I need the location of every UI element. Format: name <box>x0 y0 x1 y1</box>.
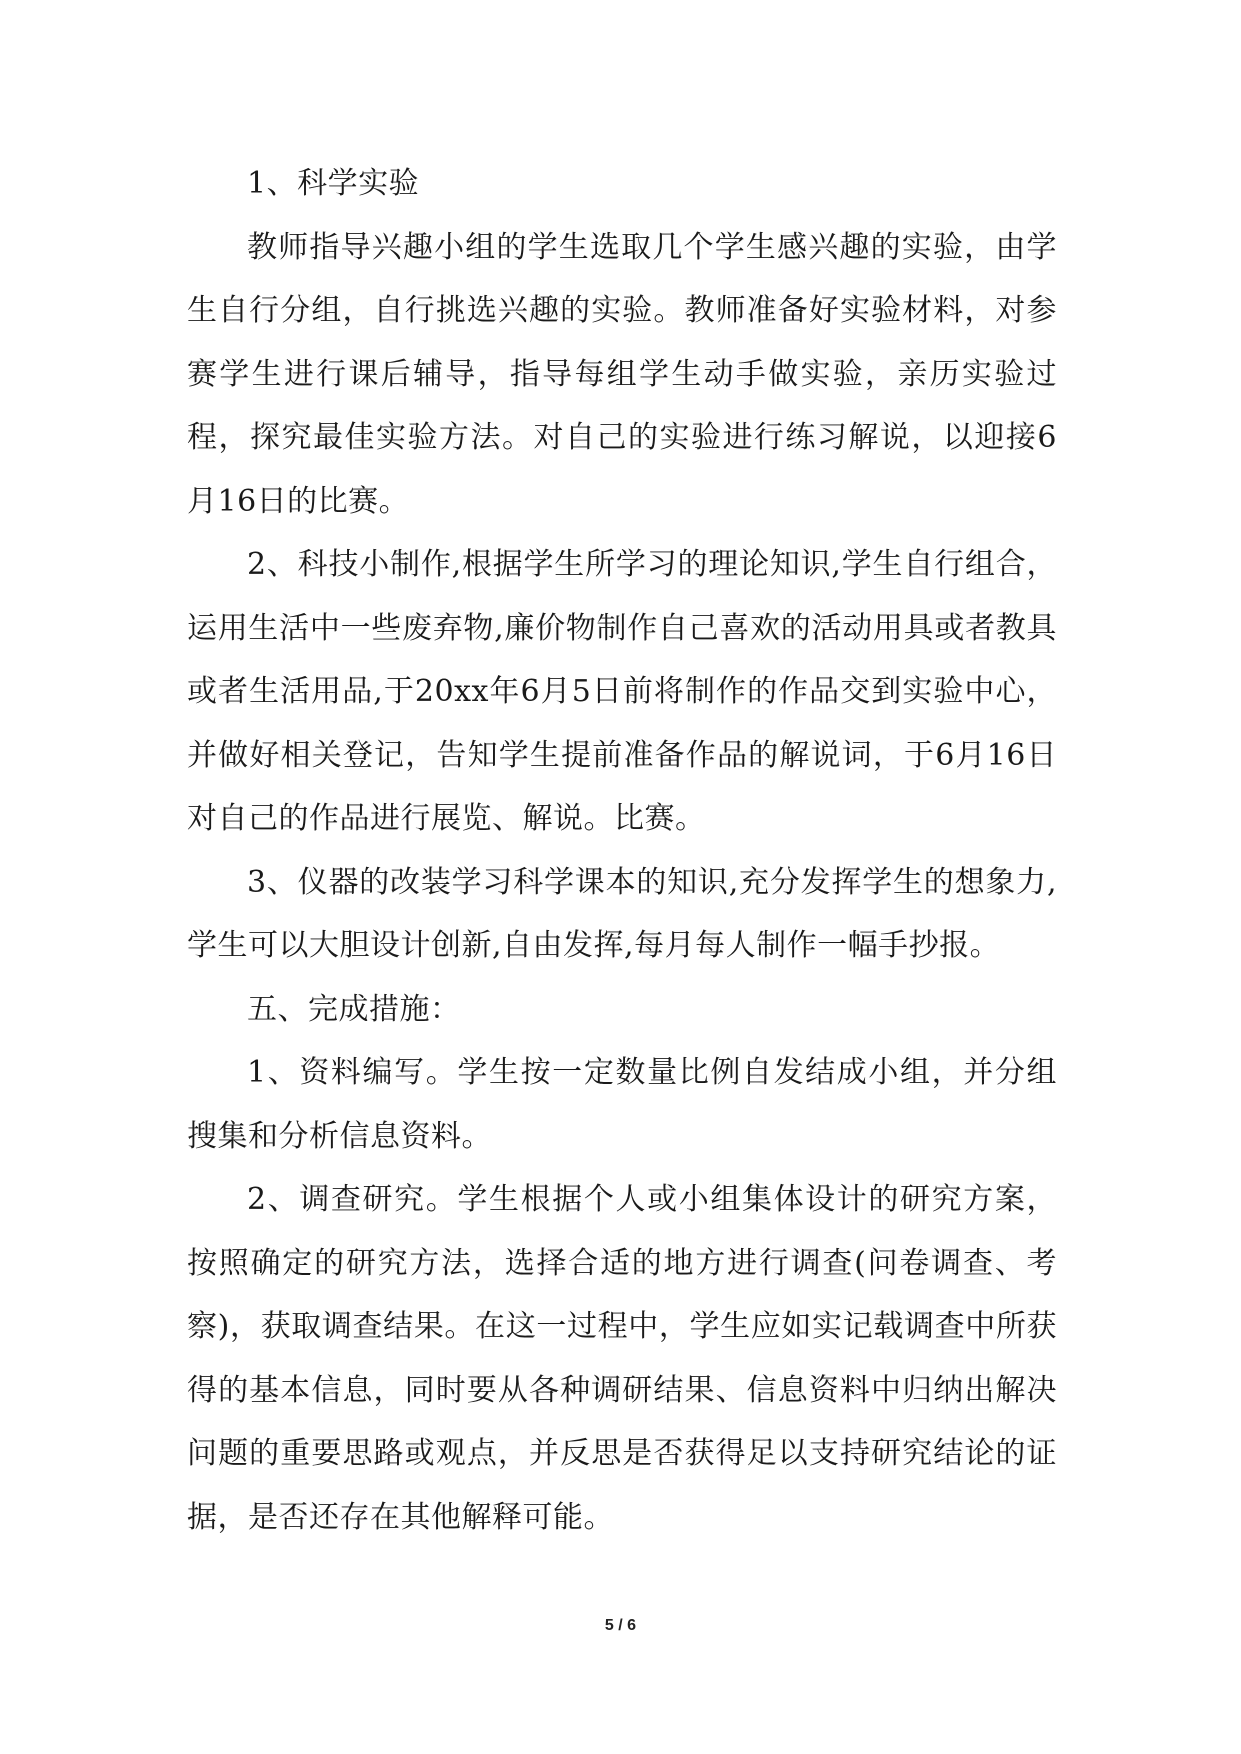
paragraph-investigation-research: 2、调查研究。学生根据个人或小组集体设计的研究方案，按照确定的研究方法，选择合适的地方进行调查(问卷调查、考察)，获取调查结果。在这一过程中，学生应如实记载调查中所获得的基本信息，同时要从各种调研结果、信息资料中归纳出解决问题的重要思路或观点，并反思是否获得足以支持研究结论的证据，是否还存在其他解释可能。 <box>187 1182 1057 1535</box>
paragraph-science-experiment-body: 教师指导兴趣小组的学生选取几个学生感兴趣的实验，由学生自行分组，自行挑选兴趣的实验。教师准备好实验材料，对参赛学生进行课后辅导，指导每组学生动手做实验，亲历实验过程，探究最佳实验方法。对自己的实验进行练习解说，以迎接6月16日的比赛。 <box>187 229 1057 519</box>
section-heading-measures: 五、完成措施： <box>247 991 461 1027</box>
paragraph-science-experiment-heading: 1、科学实验 <box>247 166 420 201</box>
page-number: 5 / 6 <box>604 1617 637 1634</box>
paragraph-tech-crafts: 2、科技小制作,根据学生所学习的理论知识,学生自行组合，运用生活中一些废弃物,廉价物制作自己喜欢的活动用具或者教具或者生活用品,于20xx年6月5日前将制作的作品交到实验中心，并做好相关登记，告知学生提前准备作品的解说词，于6月16日对自己的作品进行展览、解说。比赛。 <box>187 547 1057 836</box>
paragraph-materials-compilation: 1、资料编写。学生按一定数量比例自发结成小组，并分组搜集和分析信息资料。 <box>187 1055 1057 1154</box>
document-body <box>187 152 1057 1549</box>
paragraph-instrument-modification: 3、仪器的改装学习科学课本的知识,充分发挥学生的想象力,学生可以大胆设计创新,自由发挥,每月每人制作一幅手抄报。 <box>187 864 1057 963</box>
